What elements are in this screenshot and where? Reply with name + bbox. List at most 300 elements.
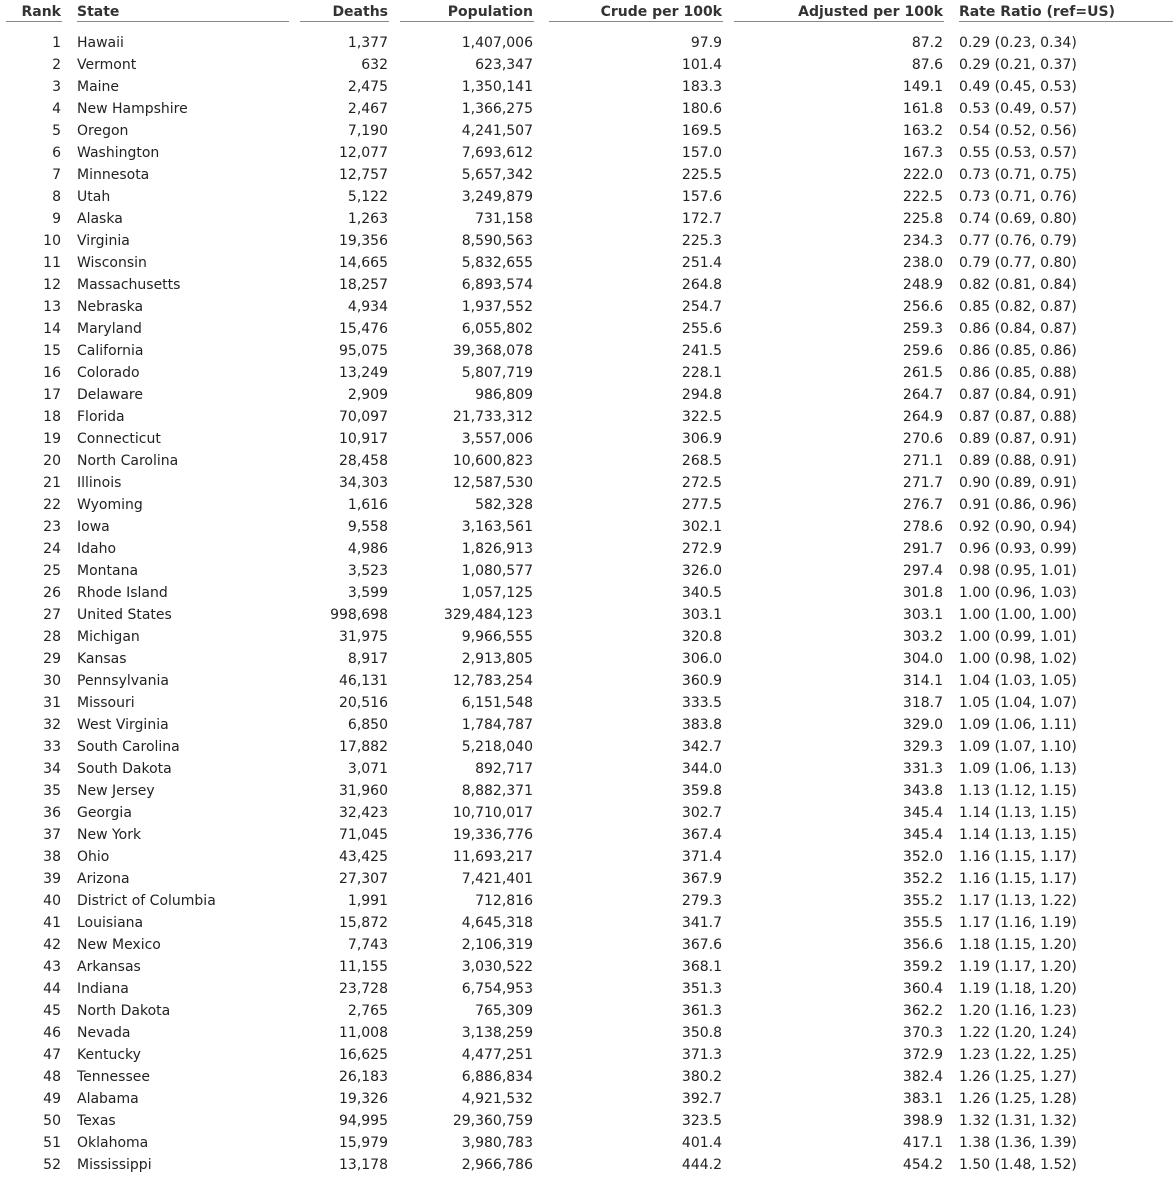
- table-row: [0, 1110, 1176, 1132]
- deaths-cell: 31,975: [339, 629, 388, 645]
- rate-ratio-cell: 0.96 (0.93, 0.99): [959, 541, 1077, 557]
- population-cell: 6,055,802: [461, 321, 533, 337]
- adjusted-rate-cell: 222.0: [902, 167, 943, 183]
- rate-ratio-cell: 1.09 (1.06, 1.13): [959, 761, 1077, 777]
- deaths-cell: 13,249: [339, 365, 388, 381]
- crude-rate-cell: 279.3: [681, 893, 722, 909]
- state-cell: Missouri: [77, 695, 135, 711]
- adjusted-rate-cell: 360.4: [902, 981, 943, 997]
- rate-ratio-cell: 0.92 (0.90, 0.94): [959, 519, 1077, 535]
- table-row: [0, 978, 1176, 1000]
- population-cell: 892,717: [475, 761, 533, 777]
- deaths-cell: 95,075: [339, 343, 388, 359]
- population-cell: 8,882,371: [461, 783, 533, 799]
- adjusted-rate-cell: 271.1: [902, 453, 943, 469]
- crude-rate-cell: 367.9: [681, 871, 722, 887]
- crude-rate-cell: 383.8: [681, 717, 722, 733]
- rank-cell: 31: [43, 695, 61, 711]
- rate-ratio-cell: 0.77 (0.76, 0.79): [959, 233, 1077, 249]
- table-row: [0, 582, 1176, 604]
- table-row: [0, 846, 1176, 868]
- rate-ratio-cell: 1.00 (0.99, 1.01): [959, 629, 1077, 645]
- state-cell: Vermont: [77, 57, 137, 73]
- table-row: [0, 824, 1176, 846]
- state-cell: Washington: [77, 145, 160, 161]
- header-rule: [300, 21, 389, 22]
- crude-rate-cell: 342.7: [681, 739, 722, 755]
- rate-ratio-cell: 0.82 (0.81, 0.84): [959, 277, 1077, 293]
- rate-ratio-cell: 1.14 (1.13, 1.15): [959, 827, 1077, 843]
- population-cell: 1,080,577: [461, 563, 533, 579]
- adjusted-rate-cell: 291.7: [902, 541, 943, 557]
- rate-ratio-cell: 1.00 (0.96, 1.03): [959, 585, 1077, 601]
- state-cell: Indiana: [77, 981, 129, 997]
- table-row: [0, 340, 1176, 362]
- rank-cell: 47: [43, 1047, 61, 1063]
- state-cell: North Dakota: [77, 1003, 171, 1019]
- deaths-cell: 70,097: [339, 409, 388, 425]
- deaths-cell: 15,872: [339, 915, 388, 931]
- table-row: [0, 538, 1176, 560]
- table-row: [0, 890, 1176, 912]
- population-cell: 10,600,823: [452, 453, 533, 469]
- population-cell: 7,693,612: [461, 145, 533, 161]
- rank-cell: 25: [43, 563, 61, 579]
- population-cell: 1,784,787: [461, 717, 533, 733]
- state-cell: Kansas: [77, 651, 127, 667]
- deaths-cell: 13,178: [339, 1157, 388, 1173]
- state-cell: Alaska: [77, 211, 123, 227]
- deaths-cell: 2,475: [347, 79, 388, 95]
- crude-rate-cell: 251.4: [681, 255, 722, 271]
- deaths-cell: 27,307: [339, 871, 388, 887]
- rate-ratio-cell: 1.22 (1.20, 1.24): [959, 1025, 1077, 1041]
- deaths-cell: 1,616: [347, 497, 388, 513]
- state-cell: South Dakota: [77, 761, 172, 777]
- population-cell: 12,587,530: [452, 475, 533, 491]
- table-row: [0, 714, 1176, 736]
- table-row: [0, 32, 1176, 54]
- rate-ratio-cell: 0.73 (0.71, 0.76): [959, 189, 1077, 205]
- adjusted-rate-cell: 370.3: [902, 1025, 943, 1041]
- state-cell: Utah: [77, 189, 111, 205]
- crude-rate-cell: 272.5: [681, 475, 722, 491]
- header-ratio: Rate Ratio (ref=US): [959, 4, 1115, 20]
- crude-rate-cell: 183.3: [681, 79, 722, 95]
- state-cell: Oregon: [77, 123, 129, 139]
- rate-ratio-cell: 0.89 (0.88, 0.91): [959, 453, 1077, 469]
- crude-rate-cell: 225.3: [681, 233, 722, 249]
- rate-ratio-cell: 0.90 (0.89, 0.91): [959, 475, 1077, 491]
- deaths-cell: 14,665: [339, 255, 388, 271]
- adjusted-rate-cell: 359.2: [902, 959, 943, 975]
- header-crude: Crude per 100k: [600, 4, 722, 20]
- adjusted-rate-cell: 303.2: [902, 629, 943, 645]
- rate-ratio-cell: 1.19 (1.17, 1.20): [959, 959, 1077, 975]
- header-deaths: Deaths: [332, 4, 388, 20]
- population-cell: 5,218,040: [461, 739, 533, 755]
- rank-cell: 38: [43, 849, 61, 865]
- adjusted-rate-cell: 163.2: [902, 123, 943, 139]
- table-row: [0, 494, 1176, 516]
- table-row: [0, 648, 1176, 670]
- population-cell: 2,106,319: [461, 937, 533, 953]
- rank-cell: 43: [43, 959, 61, 975]
- crude-rate-cell: 303.1: [681, 607, 722, 623]
- population-cell: 3,163,561: [461, 519, 533, 535]
- population-cell: 6,151,548: [461, 695, 533, 711]
- crude-rate-cell: 294.8: [681, 387, 722, 403]
- adjusted-rate-cell: 362.2: [902, 1003, 943, 1019]
- adjusted-rate-cell: 87.2: [911, 35, 943, 51]
- adjusted-rate-cell: 383.1: [902, 1091, 943, 1107]
- population-cell: 986,809: [475, 387, 533, 403]
- crude-rate-cell: 268.5: [681, 453, 722, 469]
- deaths-cell: 7,190: [347, 123, 388, 139]
- state-cell: Arizona: [77, 871, 130, 887]
- population-cell: 7,421,401: [461, 871, 533, 887]
- deaths-cell: 1,991: [347, 893, 388, 909]
- population-cell: 1,937,552: [461, 299, 533, 315]
- rate-ratio-cell: 0.79 (0.77, 0.80): [959, 255, 1077, 271]
- rate-ratio-cell: 0.86 (0.85, 0.88): [959, 365, 1077, 381]
- table-row: [0, 164, 1176, 186]
- state-cell: New Mexico: [77, 937, 161, 953]
- rate-ratio-cell: 0.73 (0.71, 0.75): [959, 167, 1077, 183]
- crude-rate-cell: 172.7: [681, 211, 722, 227]
- state-cell: Wisconsin: [77, 255, 147, 271]
- rate-ratio-cell: 0.74 (0.69, 0.80): [959, 211, 1077, 227]
- population-cell: 1,057,125: [461, 585, 533, 601]
- rank-cell: 18: [43, 409, 61, 425]
- population-cell: 623,347: [475, 57, 533, 73]
- crude-rate-cell: 101.4: [681, 57, 722, 73]
- rate-ratio-cell: 1.18 (1.15, 1.20): [959, 937, 1077, 953]
- deaths-cell: 46,131: [339, 673, 388, 689]
- population-cell: 19,336,776: [452, 827, 533, 843]
- rate-ratio-cell: 1.16 (1.15, 1.17): [959, 871, 1077, 887]
- rate-ratio-cell: 1.09 (1.07, 1.10): [959, 739, 1077, 755]
- rank-cell: 21: [43, 475, 61, 491]
- table-header: [0, 0, 1176, 32]
- state-cell: Michigan: [77, 629, 140, 645]
- population-cell: 3,138,259: [461, 1025, 533, 1041]
- population-cell: 712,816: [475, 893, 533, 909]
- deaths-cell: 4,934: [347, 299, 388, 315]
- state-cell: Nevada: [77, 1025, 131, 1041]
- table-row: [0, 406, 1176, 428]
- population-cell: 6,893,574: [461, 277, 533, 293]
- rank-cell: 30: [43, 673, 61, 689]
- deaths-cell: 15,476: [339, 321, 388, 337]
- population-cell: 9,966,555: [461, 629, 533, 645]
- rank-cell: 24: [43, 541, 61, 557]
- crude-rate-cell: 169.5: [681, 123, 722, 139]
- population-cell: 10,710,017: [452, 805, 533, 821]
- state-cell: Connecticut: [77, 431, 161, 447]
- adjusted-rate-cell: 303.1: [902, 607, 943, 623]
- crude-rate-cell: 323.5: [681, 1113, 722, 1129]
- rate-ratio-cell: 1.14 (1.13, 1.15): [959, 805, 1077, 821]
- state-cell: New Jersey: [77, 783, 155, 799]
- rate-ratio-cell: 0.29 (0.23, 0.34): [959, 35, 1077, 51]
- deaths-cell: 26,183: [339, 1069, 388, 1085]
- adjusted-rate-cell: 318.7: [902, 695, 943, 711]
- rank-cell: 1: [52, 35, 61, 51]
- rate-ratio-cell: 0.87 (0.87, 0.88): [959, 409, 1077, 425]
- rate-ratio-cell: 0.85 (0.82, 0.87): [959, 299, 1077, 315]
- state-cell: District of Columbia: [77, 893, 216, 909]
- rate-ratio-cell: 1.19 (1.18, 1.20): [959, 981, 1077, 997]
- rate-ratio-cell: 1.09 (1.06, 1.11): [959, 717, 1077, 733]
- table-row: [0, 230, 1176, 252]
- population-cell: 6,886,834: [461, 1069, 533, 1085]
- rank-cell: 35: [43, 783, 61, 799]
- crude-rate-cell: 359.8: [681, 783, 722, 799]
- state-cell: Minnesota: [77, 167, 150, 183]
- table-row: [0, 76, 1176, 98]
- rank-cell: 20: [43, 453, 61, 469]
- table-row: [0, 120, 1176, 142]
- rank-cell: 22: [43, 497, 61, 513]
- crude-rate-cell: 277.5: [681, 497, 722, 513]
- deaths-cell: 71,045: [339, 827, 388, 843]
- state-cell: California: [77, 343, 144, 359]
- rank-cell: 3: [52, 79, 61, 95]
- table-row: [0, 560, 1176, 582]
- adjusted-rate-cell: 256.6: [902, 299, 943, 315]
- state-cell: United States: [77, 607, 172, 623]
- rate-ratio-cell: 1.13 (1.12, 1.15): [959, 783, 1077, 799]
- crude-rate-cell: 157.6: [681, 189, 722, 205]
- deaths-cell: 18,257: [339, 277, 388, 293]
- state-cell: Colorado: [77, 365, 140, 381]
- deaths-cell: 17,882: [339, 739, 388, 755]
- deaths-cell: 43,425: [339, 849, 388, 865]
- crude-rate-cell: 241.5: [681, 343, 722, 359]
- adjusted-rate-cell: 238.0: [902, 255, 943, 271]
- population-cell: 582,328: [475, 497, 533, 513]
- table-row: [0, 604, 1176, 626]
- adjusted-rate-cell: 352.2: [902, 871, 943, 887]
- deaths-cell: 1,263: [347, 211, 388, 227]
- crude-rate-cell: 333.5: [681, 695, 722, 711]
- adjusted-rate-cell: 355.5: [902, 915, 943, 931]
- crude-rate-cell: 225.5: [681, 167, 722, 183]
- rank-cell: 23: [43, 519, 61, 535]
- adjusted-rate-cell: 297.4: [902, 563, 943, 579]
- deaths-cell: 20,516: [339, 695, 388, 711]
- deaths-cell: 15,979: [339, 1135, 388, 1151]
- crude-rate-cell: 180.6: [681, 101, 722, 117]
- rank-cell: 45: [43, 1003, 61, 1019]
- deaths-cell: 31,960: [339, 783, 388, 799]
- deaths-cell: 2,765: [347, 1003, 388, 1019]
- state-cell: Texas: [77, 1113, 116, 1129]
- deaths-cell: 3,071: [347, 761, 388, 777]
- adjusted-rate-cell: 352.0: [902, 849, 943, 865]
- state-cell: New York: [77, 827, 142, 843]
- table-row: [0, 912, 1176, 934]
- table-row: [0, 54, 1176, 76]
- population-cell: 3,980,783: [461, 1135, 533, 1151]
- state-cell: Alabama: [77, 1091, 139, 1107]
- state-cell: Maryland: [77, 321, 142, 337]
- state-cell: Montana: [77, 563, 139, 579]
- deaths-cell: 11,155: [339, 959, 388, 975]
- adjusted-rate-cell: 270.6: [902, 431, 943, 447]
- table-row: [0, 252, 1176, 274]
- crude-rate-cell: 371.4: [681, 849, 722, 865]
- population-cell: 765,309: [475, 1003, 533, 1019]
- state-cell: Idaho: [77, 541, 117, 557]
- rate-ratio-cell: 1.26 (1.25, 1.27): [959, 1069, 1077, 1085]
- header-rule: [959, 21, 1173, 22]
- crude-rate-cell: 444.2: [681, 1157, 722, 1173]
- crude-rate-cell: 320.8: [681, 629, 722, 645]
- deaths-cell: 5,122: [347, 189, 388, 205]
- rate-ratio-cell: 0.86 (0.84, 0.87): [959, 321, 1077, 337]
- deaths-cell: 28,458: [339, 453, 388, 469]
- population-cell: 1,350,141: [461, 79, 533, 95]
- table-row: [0, 956, 1176, 978]
- header-population: Population: [447, 4, 533, 20]
- rank-cell: 44: [43, 981, 61, 997]
- table-row: [0, 450, 1176, 472]
- header-state: State: [77, 4, 120, 20]
- rank-cell: 8: [52, 189, 61, 205]
- table-row: [0, 868, 1176, 890]
- deaths-cell: 6,850: [347, 717, 388, 733]
- deaths-cell: 2,467: [347, 101, 388, 117]
- table-row: [0, 318, 1176, 340]
- state-cell: Louisiana: [77, 915, 144, 931]
- rate-ratio-cell: 1.16 (1.15, 1.17): [959, 849, 1077, 865]
- adjusted-rate-cell: 161.8: [902, 101, 943, 117]
- adjusted-rate-cell: 271.7: [902, 475, 943, 491]
- rate-ratio-cell: 0.55 (0.53, 0.57): [959, 145, 1077, 161]
- deaths-cell: 12,077: [339, 145, 388, 161]
- rate-ratio-cell: 1.17 (1.16, 1.19): [959, 915, 1077, 931]
- crude-rate-cell: 368.1: [681, 959, 722, 975]
- rate-ratio-cell: 0.98 (0.95, 1.01): [959, 563, 1077, 579]
- rate-ratio-cell: 1.05 (1.04, 1.07): [959, 695, 1077, 711]
- population-cell: 8,590,563: [461, 233, 533, 249]
- rate-ratio-cell: 1.38 (1.36, 1.39): [959, 1135, 1077, 1151]
- table-row: [0, 142, 1176, 164]
- table-row: [0, 1022, 1176, 1044]
- rate-ratio-cell: 1.20 (1.16, 1.23): [959, 1003, 1077, 1019]
- rank-cell: 41: [43, 915, 61, 931]
- adjusted-rate-cell: 278.6: [902, 519, 943, 535]
- deaths-cell: 32,423: [339, 805, 388, 821]
- crude-rate-cell: 341.7: [681, 915, 722, 931]
- table-row: [0, 1088, 1176, 1110]
- state-cell: Illinois: [77, 475, 122, 491]
- table-row: [0, 780, 1176, 802]
- crude-rate-cell: 361.3: [681, 1003, 722, 1019]
- state-cell: Georgia: [77, 805, 132, 821]
- deaths-cell: 19,326: [339, 1091, 388, 1107]
- crude-rate-cell: 401.4: [681, 1135, 722, 1151]
- rank-cell: 13: [43, 299, 61, 315]
- population-cell: 5,657,342: [461, 167, 533, 183]
- rank-cell: 52: [43, 1157, 61, 1173]
- adjusted-rate-cell: 329.0: [902, 717, 943, 733]
- state-cell: New Hampshire: [77, 101, 188, 117]
- rate-ratio-cell: 0.53 (0.49, 0.57): [959, 101, 1077, 117]
- adjusted-rate-cell: 167.3: [902, 145, 943, 161]
- header-rank: Rank: [21, 4, 61, 20]
- population-cell: 5,832,655: [461, 255, 533, 271]
- table-row: [0, 1000, 1176, 1022]
- rank-cell: 32: [43, 717, 61, 733]
- crude-rate-cell: 351.3: [681, 981, 722, 997]
- population-cell: 2,913,805: [461, 651, 533, 667]
- table-row: [0, 1132, 1176, 1154]
- adjusted-rate-cell: 329.3: [902, 739, 943, 755]
- crude-rate-cell: 255.6: [681, 321, 722, 337]
- rank-cell: 37: [43, 827, 61, 843]
- rate-ratio-cell: 1.04 (1.03, 1.05): [959, 673, 1077, 689]
- deaths-cell: 94,995: [339, 1113, 388, 1129]
- deaths-cell: 34,303: [339, 475, 388, 491]
- rate-ratio-cell: 1.17 (1.13, 1.22): [959, 893, 1077, 909]
- rank-cell: 33: [43, 739, 61, 755]
- rank-cell: 2: [52, 57, 61, 73]
- state-cell: Arkansas: [77, 959, 141, 975]
- population-cell: 1,407,006: [461, 35, 533, 51]
- population-cell: 12,783,254: [452, 673, 533, 689]
- rate-ratio-cell: 0.29 (0.21, 0.37): [959, 57, 1077, 73]
- table-row: [0, 428, 1176, 450]
- state-cell: Delaware: [77, 387, 143, 403]
- rank-cell: 10: [43, 233, 61, 249]
- adjusted-rate-cell: 248.9: [902, 277, 943, 293]
- deaths-cell: 9,558: [347, 519, 388, 535]
- rank-cell: 17: [43, 387, 61, 403]
- state-cell: Rhode Island: [77, 585, 168, 601]
- state-cell: Massachusetts: [77, 277, 181, 293]
- rank-cell: 39: [43, 871, 61, 887]
- table-row: [0, 758, 1176, 780]
- rate-ratio-cell: 1.32 (1.31, 1.32): [959, 1113, 1077, 1129]
- state-cell: Florida: [77, 409, 125, 425]
- rate-ratio-cell: 1.50 (1.48, 1.52): [959, 1157, 1077, 1173]
- deaths-cell: 12,757: [339, 167, 388, 183]
- rate-ratio-cell: 0.89 (0.87, 0.91): [959, 431, 1077, 447]
- crude-rate-cell: 371.3: [681, 1047, 722, 1063]
- population-cell: 29,360,759: [452, 1113, 533, 1129]
- adjusted-rate-cell: 356.6: [902, 937, 943, 953]
- crude-rate-cell: 367.6: [681, 937, 722, 953]
- crude-rate-cell: 340.5: [681, 585, 722, 601]
- rank-cell: 51: [43, 1135, 61, 1151]
- adjusted-rate-cell: 314.1: [902, 673, 943, 689]
- deaths-cell: 4,986: [347, 541, 388, 557]
- rank-cell: 9: [52, 211, 61, 227]
- adjusted-rate-cell: 454.2: [902, 1157, 943, 1173]
- rank-cell: 42: [43, 937, 61, 953]
- population-cell: 1,366,275: [461, 101, 533, 117]
- rank-cell: 19: [43, 431, 61, 447]
- crude-rate-cell: 326.0: [681, 563, 722, 579]
- rank-cell: 5: [52, 123, 61, 139]
- population-cell: 3,249,879: [461, 189, 533, 205]
- population-cell: 2,966,786: [461, 1157, 533, 1173]
- state-cell: Nebraska: [77, 299, 144, 315]
- adjusted-rate-cell: 343.8: [902, 783, 943, 799]
